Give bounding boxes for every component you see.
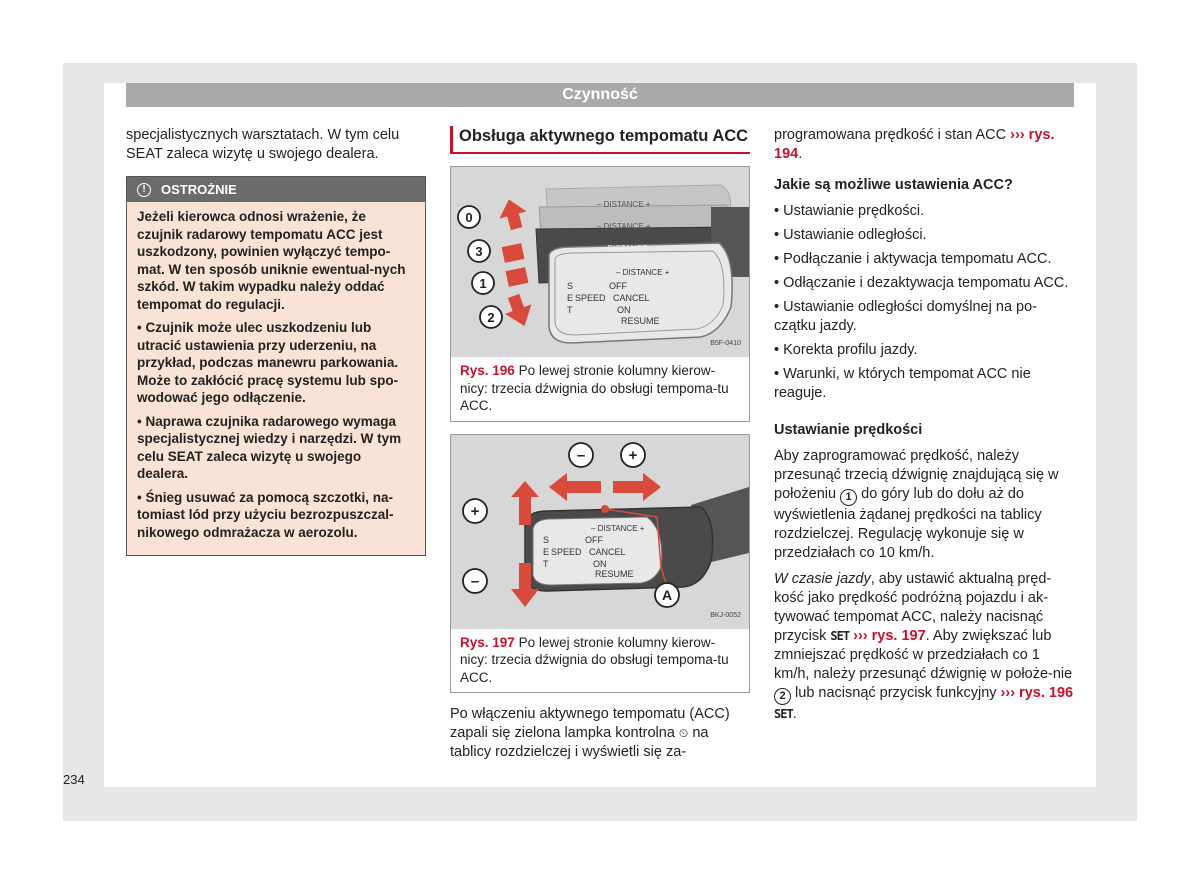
list-item: • Ustawianie odległości.	[774, 227, 927, 243]
speed-text: Aby zaprogramować prędkość, należy przesunąć trzecią dźwignię znajdującą się w położeniu	[774, 448, 1059, 502]
lever-text-s: S	[567, 281, 574, 291]
plus-symbol: +	[628, 446, 638, 464]
speed-paragraph-1	[774, 447, 1074, 563]
acc-intro-text-end: na tablicy rozdzielczej i wyświetli się za-	[450, 725, 709, 760]
figure-label: Rys. 196	[460, 363, 515, 378]
warning-paragraph: • Naprawa czujnika radarowego wymaga specjalistycznej wiedzy i narzędzi. W tym celu SEAT zaleca wizytę u swojego dealera.	[137, 413, 402, 481]
lever-text-distance: – DISTANCE +	[616, 268, 670, 277]
lever-text-ghost: – DISTANCE +	[597, 200, 651, 209]
lever-text-resume: RESUME	[621, 316, 660, 326]
warning-paragraph: • Czujnik może ulec uszkodzeniu lub utracić ustawienia przy uderzeniu, na przykład, podczas manewru parkowania. Może to zakłócić pracę systemu lub spo-wodować jego odłączenie.	[137, 320, 399, 405]
lever-text-ghost: – DISTANCE +	[597, 222, 651, 231]
lever-text-distance: – DISTANCE +	[591, 523, 645, 533]
set-button-label: A	[661, 586, 673, 603]
acc-intro-text: Po włączeniu aktywnego tempomatu (ACC) zapali się zielona lampka kontrolna	[450, 706, 730, 741]
speed-text: . Aby zwiększać lub zmniejszać prędkość w przedziałach co 1 km/h, należy przesunąć dźwignię w położe-nie	[774, 628, 1073, 682]
question-heading: Jakie są możliwe ustawienia ACC?	[774, 177, 1013, 193]
figure-code: B5F-0410	[710, 340, 741, 347]
speedometer-icon: ⏲	[678, 726, 689, 740]
list-item: • Odłączanie i dezaktywacja tempomatu ACC.	[774, 275, 1069, 291]
figure-196-caption	[451, 357, 749, 421]
figure-196-image	[451, 167, 749, 357]
lever-text-cancel: CANCEL	[613, 293, 650, 303]
warning-paragraph: Jeżeli kierowca odnosi wrażenie, że czujnik radarowy tempomatu ACC jest uszkodzony, powinien wyłączyć tempo-mat. W ten sposób uniknie ewentual-nych szkód. W takim wypadku należy oddać tempomat do regulacji.	[137, 209, 406, 312]
set-key-symbol: SET	[774, 707, 793, 721]
list-item: • Podłączanie i aktywacja tempomatu ACC.	[774, 251, 1052, 267]
lever-text-s: S	[543, 534, 550, 545]
lever-text-on: ON	[617, 305, 631, 315]
lever-text-resume: RESUME	[595, 568, 634, 579]
figure-reference-link[interactable]: ››› rys. 196	[1000, 685, 1074, 701]
speed-heading: Ustawianie prędkości	[774, 422, 923, 438]
intro-paragraph: specjalistycznych warsztatach. W tym celu SEAT zaleca wizytę u swojego dealera.	[126, 127, 400, 162]
minus-symbol: –	[470, 572, 480, 590]
lever-text-cancel: CANCEL	[589, 546, 626, 557]
figure-caption-text: Po lewej stronie kolumny kierow-nicy: trzecia dźwignia do obsługi tempoma-tu ACC.	[460, 363, 729, 413]
figure-196	[450, 166, 750, 422]
figure-197	[450, 434, 750, 694]
lever-text-off: OFF	[609, 281, 627, 291]
figure-code: BKJ-0052	[710, 611, 741, 619]
exclamation-circle-icon: !	[137, 183, 151, 197]
section-title: Obsługa aktywnego tempomatu ACC	[450, 126, 750, 154]
speed-italic: W czasie jazdy	[774, 571, 871, 587]
lever-text-speed: SPEED	[551, 546, 582, 557]
figure-reference-link[interactable]: ››› rys. 194	[774, 127, 1055, 162]
speed-text: lub nacisnąć przycisk funkcyjny	[795, 685, 997, 701]
position-3-label: 3	[475, 244, 483, 259]
speed-paragraph-2	[774, 570, 1074, 724]
list-item: • Korekta profilu jazdy.	[774, 342, 918, 358]
warning-paragraph: • Śnieg usuwać za pomocą szczotki, na-tomiast lód przy użyciu bezrozpuszczal-nikowego odmrażacza w aerozolu.	[137, 489, 394, 540]
figure-caption-text: Po lewej stronie kolumny kierow-nicy: trzecia dźwignia do obsługi tempoma-tu ACC.	[460, 634, 729, 685]
speed-text: .	[792, 706, 797, 722]
lever-positions-illustration	[451, 167, 749, 357]
position-marker: 2	[774, 688, 791, 705]
chapter-header: Czynność	[126, 83, 1074, 107]
page-number: 234	[63, 772, 85, 787]
list-item: • Ustawianie odległości domyślnej na po-czątku jazdy.	[774, 299, 1037, 334]
figure-197-image	[451, 435, 749, 629]
position-0-label: 0	[465, 210, 473, 225]
speed-text: , aby ustawić aktualną pręd-kość jako prędkość podróżną pojazdu i ak-tywować tempomat ACC, należy nacisnąć przycisk	[774, 571, 1052, 644]
lever-set-illustration	[451, 435, 749, 629]
set-key-symbol: SET	[830, 629, 850, 643]
column-left	[126, 126, 426, 556]
position-marker: 1	[840, 489, 857, 506]
list-item: • Ustawianie prędkości.	[774, 203, 925, 219]
figure-197-caption	[451, 629, 749, 693]
lever-text-t: T	[543, 558, 549, 569]
acc-intro-paragraph	[450, 705, 750, 762]
warning-body	[127, 202, 425, 555]
warning-box	[126, 176, 426, 556]
lever-text-t: T	[567, 305, 573, 315]
position-2-label: 2	[487, 310, 495, 325]
lever-text-on: ON	[593, 558, 607, 569]
intro-paragraph: programowana prędkość i stan ACC ››› rys. 194.	[774, 127, 1055, 162]
lever-text-e: E	[543, 546, 550, 557]
minus-symbol: –	[576, 446, 586, 464]
lever-text-dark: – DISTANCE +	[601, 244, 655, 253]
figure-label: Rys. 197	[460, 634, 515, 650]
speed-text: do góry lub do dołu aż do wyświetlenia żądanej prędkości na tablicy rozdzielczej. Regulację wykonuje się w przedziałach co 10 km/h.	[774, 486, 1042, 561]
warning-header	[127, 177, 425, 202]
column-right	[774, 126, 1074, 731]
column-middle	[450, 126, 750, 769]
lever-text-e: E	[567, 293, 574, 303]
lever-text-off: OFF	[585, 534, 603, 545]
intro-text: programowana prędkość i stan ACC	[774, 127, 1007, 143]
warning-title: OSTROŻNIE	[161, 182, 237, 197]
list-item: • Warunki, w których tempomat ACC nie reaguje.	[774, 366, 1031, 401]
lever-text-speed: SPEED	[575, 293, 606, 303]
figure-reference-link[interactable]: ››› rys. 197	[853, 628, 926, 644]
plus-symbol: +	[470, 502, 480, 520]
position-1-label: 1	[479, 276, 487, 291]
